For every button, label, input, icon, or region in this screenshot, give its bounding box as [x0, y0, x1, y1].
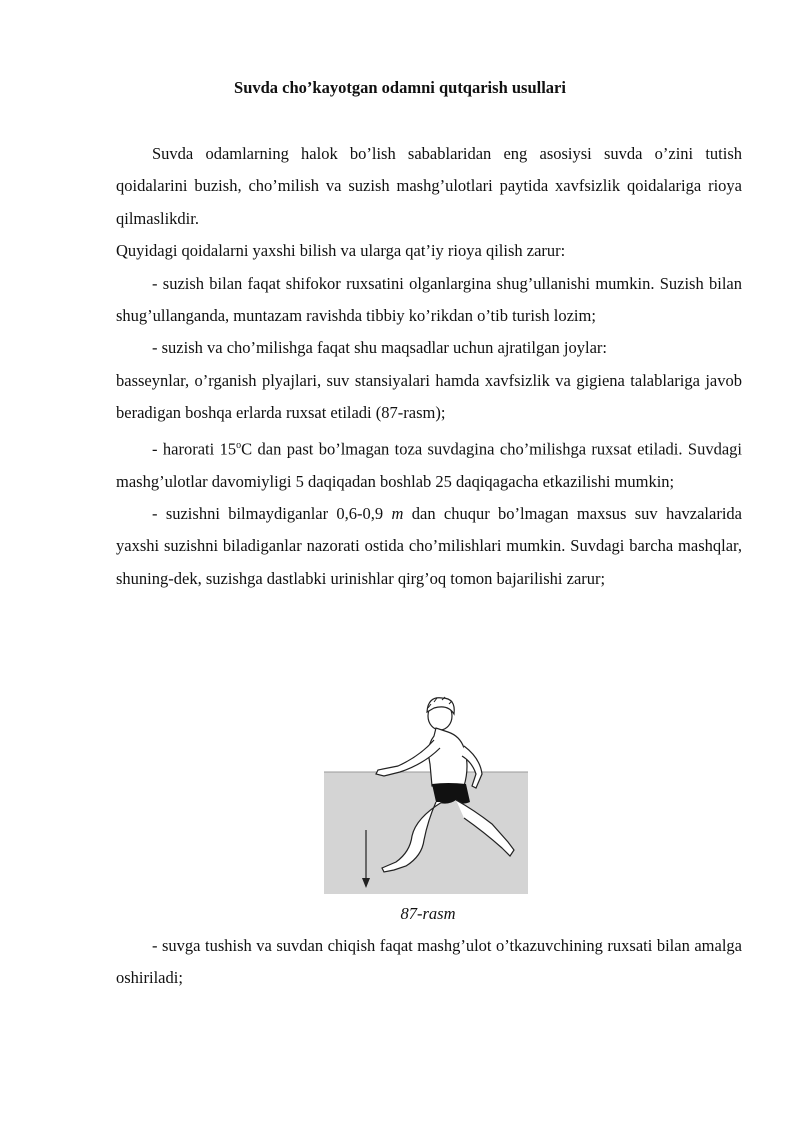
paragraph-intro: Suvda odamlarning halok bo’lish sabablaridan eng asosiysi suvda o’zini tutish qoidalarini buzish, cho’milish va suzish mashg’ulotlari paytida xavfsizlik qoidalariga rioya qilmaslikdir.	[116, 144, 742, 228]
paragraph-rules-heading: Quyidagi qoidalarni yaxshi bilish va ularga qat’iy rioya qilish zarur:	[116, 241, 566, 261]
depth-text-before: - suzishni bilmaydiganlar 0,6-0,9	[152, 503, 392, 523]
body-text-top	[116, 138, 742, 595]
paragraph-rule-places: - suzish va cho’milishga faqat shu maqsadlar uchun ajratilgan joylar:	[152, 338, 607, 358]
degree-sup: o	[236, 439, 242, 451]
temp-text-after: C dan past bo’lmagan toza suvdagina cho’milishga ruxsat etiladi. Suvdagi mashg’ulotlar davomiyligi 5 daqiqadan boshlab 25 daqiqagacha etkazilishi mumkin;	[116, 439, 742, 491]
paragraph-rule-entry-exit: - suvga tushish va suvdan chiqish faqat mashg’ulot o’tkazuvchining ruxsati bilan amalga oshiriladi;	[116, 936, 742, 988]
depth-unit: m	[391, 503, 404, 523]
boy-in-water-illustration	[324, 690, 528, 894]
paragraph-rule-doctor: - suzish bilan faqat shifokor ruxsatini olganlargina shug’ullanishi mumkin. Suzish bilan shug’ullanganda, muntazam ravishda tibbiy ko’rikdan o’tib turish lozim;	[116, 273, 742, 326]
figure-caption: 87-rasm	[400, 904, 456, 923]
page-title: Suvda cho’kayotgan odamni qutqarish usullari	[234, 78, 566, 97]
paragraph-rule-depth	[116, 498, 742, 595]
paragraph-rule-places-cont: basseynlar, o’rganish plyajlari, suv stansiyalari hamda xavfsizlik va gigiena talablariga javob beradigan boshqa erlarda ruxsat etiladi (87-rasm);	[116, 370, 742, 423]
temp-text-before: - harorati 15	[152, 439, 237, 459]
body-text-bottom	[116, 930, 742, 995]
depth-text-after: dan chuqur bo’lmagan maxsus suv havzalarida yaxshi suzishni biladiganlar nazorati ostida cho’milishlari mumkin. Suvdagi barcha mashqlar, shuning-dek, suzishga dastlabki urinishlar qirg’oq tomon bajarilishi zarur;	[116, 503, 742, 588]
paragraph-rule-temperature	[116, 430, 742, 498]
